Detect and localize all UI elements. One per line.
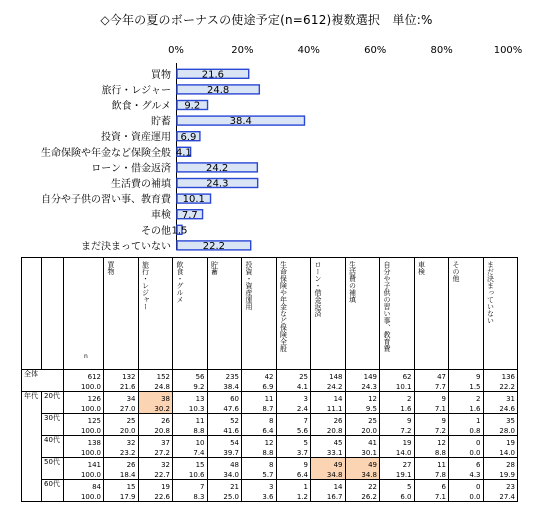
- count-cell: 25: [345, 414, 380, 425]
- pct-cell: 22.7: [138, 469, 173, 480]
- pct-cell: 5.7: [242, 469, 277, 480]
- pct-cell: 8.8: [173, 425, 208, 436]
- pct-cell: 22.6: [138, 491, 173, 502]
- row-sub-label: 30代: [42, 414, 64, 436]
- pct-cell: 10.1: [380, 381, 415, 392]
- count-cell: 32: [104, 436, 139, 447]
- pct-cell: 4.1: [276, 381, 311, 392]
- pct-cell: 7.1: [414, 403, 449, 414]
- category-label: 生命保険や年金など保険全般: [41, 147, 171, 159]
- count-cell: 12: [242, 436, 277, 447]
- count-cell: 13: [173, 392, 208, 403]
- column-header: [207, 258, 242, 370]
- count-cell: 9: [449, 370, 484, 381]
- pct-cell: 9.2: [173, 381, 208, 392]
- row-sub-label: 50代: [42, 458, 64, 480]
- category-label: 車検: [151, 210, 171, 222]
- count-cell: 12: [414, 436, 449, 447]
- count-cell: 27: [380, 458, 415, 469]
- category-label: その他: [141, 225, 171, 237]
- count-cell: 23: [483, 480, 518, 491]
- pct-cell: 26.2: [345, 491, 380, 502]
- pct-cell: 7.8: [414, 469, 449, 480]
- pct-cell: 3.7: [276, 447, 311, 458]
- pct-cell: 33.1: [311, 447, 346, 458]
- count-cell: 49: [311, 458, 346, 469]
- row-sub-label: 40代: [42, 436, 64, 458]
- crosstab-table: [21, 257, 518, 502]
- pct-cell: 9.5: [345, 403, 380, 414]
- count-cell: 3: [276, 392, 311, 403]
- column-header-label: 飲食・グルメ: [176, 261, 184, 303]
- count-cell: 22: [345, 480, 380, 491]
- count-cell: 148: [311, 370, 346, 381]
- bar-value-label: 24.3: [206, 178, 229, 190]
- pct-cell: 30.2: [138, 403, 173, 414]
- row-group-label: 年代: [22, 392, 42, 414]
- count-cell: 45: [311, 436, 346, 447]
- row-group-label: [22, 436, 42, 458]
- pct-cell: 10.6: [173, 469, 208, 480]
- column-header: [311, 258, 346, 370]
- pct-cell: 28.0: [483, 425, 518, 436]
- x-tick-label: 100%: [493, 45, 523, 56]
- pct-cell: 20.8: [138, 425, 173, 436]
- column-header-label: 買物: [107, 261, 115, 275]
- count-cell: 0: [449, 480, 484, 491]
- count-cell: 62: [380, 370, 415, 381]
- count-cell: 15: [173, 458, 208, 469]
- row-group-label: [22, 480, 42, 502]
- pct-cell: 20.0: [104, 425, 139, 436]
- pct-cell: 14.0: [380, 447, 415, 458]
- bar-value-label: 24.8: [207, 85, 230, 96]
- pct-cell: 5.6: [276, 425, 311, 436]
- pct-cell: 18.4: [104, 469, 139, 480]
- count-cell: 12: [345, 392, 380, 403]
- column-header: [380, 258, 415, 370]
- count-cell: 1: [276, 480, 311, 491]
- pct-cell: 6.9: [242, 381, 277, 392]
- row-n-pct: 100.0: [64, 469, 104, 480]
- pct-cell: 16.7: [311, 491, 346, 502]
- category-label: 投資・資産運用: [101, 132, 171, 144]
- count-cell: 5: [276, 436, 311, 447]
- pct-cell: 0.0: [449, 491, 484, 502]
- count-cell: 2: [449, 392, 484, 403]
- row-n-pct: 100.0: [64, 403, 104, 414]
- count-cell: 47: [414, 370, 449, 381]
- pct-cell: 27.4: [483, 491, 518, 502]
- column-header: [414, 258, 449, 370]
- pct-cell: 34.8: [345, 469, 380, 480]
- category-label: 貯蓄: [151, 116, 171, 128]
- pct-cell: 1.6: [449, 403, 484, 414]
- column-header: [173, 258, 208, 370]
- pct-cell: 8.3: [173, 491, 208, 502]
- count-cell: 132: [104, 370, 139, 381]
- bar-value-label: 22.2: [202, 241, 225, 252]
- count-cell: 37: [138, 436, 173, 447]
- column-header-label: 貯蓄: [210, 261, 219, 275]
- pct-cell: 34.0: [207, 469, 242, 480]
- count-cell: 9: [414, 414, 449, 425]
- pct-cell: 23.2: [104, 447, 139, 458]
- count-cell: 7: [173, 480, 208, 491]
- count-cell: 235: [207, 370, 242, 381]
- pct-cell: 27.0: [104, 403, 139, 414]
- pct-cell: 1.2: [276, 491, 311, 502]
- column-header: [276, 258, 311, 370]
- count-cell: 149: [345, 370, 380, 381]
- pct-cell: 3.6: [242, 491, 277, 502]
- bar-value-label: 4.1: [175, 147, 192, 159]
- pct-cell: 6.4: [242, 425, 277, 436]
- count-cell: 7: [276, 414, 311, 425]
- count-cell: 9: [380, 414, 415, 425]
- count-cell: 9: [276, 458, 311, 469]
- row-group-label: [22, 414, 42, 436]
- pct-cell: 6.4: [276, 469, 311, 480]
- row-sub-label: 60代: [42, 480, 64, 502]
- category-label: 買物: [151, 69, 171, 81]
- count-cell: 136: [483, 370, 518, 381]
- column-header-label: 生活費の補填: [348, 261, 357, 303]
- category-label: 生活費の補填: [111, 179, 171, 190]
- pct-cell: 38.4: [207, 381, 242, 392]
- pct-cell: 7.1: [414, 491, 449, 502]
- count-cell: 10: [173, 436, 208, 447]
- pct-cell: 41.6: [207, 425, 242, 436]
- column-header-label: ローン・借金返済: [314, 261, 322, 317]
- bar-value-label: 1.5: [171, 225, 188, 237]
- count-cell: 26: [311, 414, 346, 425]
- pct-cell: 17.9: [104, 491, 139, 502]
- category-label: まだ決まっていない: [81, 241, 171, 253]
- count-cell: 15: [104, 480, 139, 491]
- pct-cell: 34.8: [311, 469, 346, 480]
- count-cell: 14: [311, 480, 346, 491]
- pct-cell: 7.7: [414, 381, 449, 392]
- pct-cell: 6.0: [380, 491, 415, 502]
- count-cell: 31: [483, 392, 518, 403]
- count-cell: 152: [138, 370, 173, 381]
- count-cell: 35: [483, 414, 518, 425]
- pct-cell: 8.8: [242, 447, 277, 458]
- column-header: [345, 258, 380, 370]
- bar-value-label: 7.7: [181, 209, 198, 221]
- count-cell: 11: [173, 414, 208, 425]
- bar-value-label: 38.4: [229, 116, 252, 128]
- x-tick-label: 60%: [364, 45, 387, 56]
- chart-title: ◇今年の夏のボーナスの使途予定(n=612)複数選択 単位:%: [100, 13, 433, 27]
- row-n-count: 141: [64, 458, 104, 469]
- column-header-label: まだ決まっていない: [486, 261, 495, 324]
- pct-cell: 11.1: [311, 403, 346, 414]
- pct-cell: 22.2: [483, 381, 518, 392]
- count-cell: 11: [414, 458, 449, 469]
- pct-cell: 14.0: [483, 447, 518, 458]
- column-header-label: 投資・資産運用: [245, 261, 253, 310]
- count-cell: 41: [345, 436, 380, 447]
- bar-value-label: 24.2: [206, 163, 229, 174]
- count-cell: 1: [449, 414, 484, 425]
- column-header: [242, 258, 277, 370]
- count-cell: 9: [414, 392, 449, 403]
- count-cell: 54: [207, 436, 242, 447]
- pct-cell: 8.7: [242, 403, 277, 414]
- count-cell: 26: [138, 414, 173, 425]
- pct-cell: 1.5: [449, 381, 484, 392]
- column-header: [483, 258, 518, 370]
- column-header: [449, 258, 484, 370]
- count-cell: 0: [449, 436, 484, 447]
- pct-cell: 25.0: [207, 491, 242, 502]
- pct-cell: 24.2: [311, 381, 346, 392]
- count-cell: 19: [138, 480, 173, 491]
- count-cell: 11: [242, 392, 277, 403]
- pct-cell: 0.8: [449, 425, 484, 436]
- n-header-label: n: [84, 353, 88, 360]
- category-label: 旅行・レジャー: [101, 85, 171, 97]
- count-cell: 25: [276, 370, 311, 381]
- count-cell: 48: [207, 458, 242, 469]
- count-cell: 2: [380, 392, 415, 403]
- pct-cell: 7.2: [414, 425, 449, 436]
- count-cell: 49: [345, 458, 380, 469]
- count-cell: 14: [311, 392, 346, 403]
- column-header-label: その他: [452, 261, 460, 282]
- row-n-count: 84: [64, 480, 104, 491]
- row-n-pct: 100.0: [64, 425, 104, 436]
- count-cell: 19: [483, 436, 518, 447]
- count-cell: 6: [414, 480, 449, 491]
- pct-cell: 7.4: [173, 447, 208, 458]
- pct-cell: 2.4: [276, 403, 311, 414]
- bar-value-label: 9.2: [184, 100, 201, 112]
- pct-cell: 27.2: [138, 447, 173, 458]
- count-cell: 21: [207, 480, 242, 491]
- column-header: [138, 258, 173, 370]
- column-header-label: 旅行・レジャー: [141, 261, 150, 310]
- pct-cell: 24.3: [345, 381, 380, 392]
- pct-cell: 7.2: [380, 425, 415, 436]
- bar-value-label: 21.6: [201, 69, 224, 81]
- pct-cell: 4.3: [449, 469, 484, 480]
- count-cell: 5: [380, 480, 415, 491]
- row-n-count: 125: [64, 414, 104, 425]
- corner-cell: [42, 258, 64, 370]
- count-cell: 56: [173, 370, 208, 381]
- row-sub-label: 20代: [42, 392, 64, 414]
- pct-cell: 0.0: [449, 447, 484, 458]
- bar-value-label: 6.9: [180, 131, 197, 143]
- category-label: ローン・借金返済: [91, 163, 171, 175]
- row-n-pct: 100.0: [64, 381, 104, 392]
- x-tick-label: 0%: [168, 45, 184, 56]
- row-n-count: 126: [64, 392, 104, 403]
- x-tick-label: 20%: [231, 45, 254, 56]
- column-header-label: 車検: [417, 261, 426, 275]
- count-cell: 8: [242, 458, 277, 469]
- category-label: 飲食・グルメ: [111, 101, 171, 112]
- count-cell: 28: [483, 458, 518, 469]
- pct-cell: 47.6: [207, 403, 242, 414]
- pct-cell: 21.6: [104, 381, 139, 392]
- row-n-pct: 100.0: [64, 491, 104, 502]
- row-group-label: 全体: [22, 370, 64, 392]
- count-cell: 6: [449, 458, 484, 469]
- count-cell: 52: [207, 414, 242, 425]
- row-n-count: 612: [64, 370, 104, 381]
- count-cell: 26: [104, 458, 139, 469]
- pct-cell: 39.7: [207, 447, 242, 458]
- count-cell: 25: [104, 414, 139, 425]
- count-cell: 32: [138, 458, 173, 469]
- row-n-count: 138: [64, 436, 104, 447]
- count-cell: 38: [138, 392, 173, 403]
- corner-cell: [22, 258, 42, 370]
- count-cell: 19: [380, 436, 415, 447]
- x-tick-label: 40%: [297, 45, 320, 56]
- count-cell: 8: [242, 414, 277, 425]
- row-n-pct: 100.0: [64, 447, 104, 458]
- pct-cell: 30.1: [345, 447, 380, 458]
- column-header-label: 自分や子供の習い事、教育費: [383, 261, 391, 352]
- pct-cell: 20.8: [311, 425, 346, 436]
- x-tick-label: 80%: [430, 45, 453, 56]
- bar-value-label: 10.1: [182, 194, 205, 206]
- count-cell: 3: [242, 480, 277, 491]
- column-header-label: 生命保険や年金など保険全般: [279, 261, 288, 352]
- pct-cell: 8.8: [414, 447, 449, 458]
- count-cell: 60: [207, 392, 242, 403]
- pct-cell: 1.6: [380, 403, 415, 414]
- pct-cell: 19.9: [483, 469, 518, 480]
- count-cell: 34: [104, 392, 139, 403]
- pct-cell: 20.0: [345, 425, 380, 436]
- pct-cell: 10.3: [173, 403, 208, 414]
- column-header: [104, 258, 139, 370]
- pct-cell: 19.1: [380, 469, 415, 480]
- category-label: 自分や子供の習い事、教育費: [41, 194, 171, 206]
- crosstab-table-container: [21, 257, 517, 501]
- row-group-label: [22, 458, 42, 480]
- count-cell: 42: [242, 370, 277, 381]
- pct-cell: 24.6: [483, 403, 518, 414]
- pct-cell: 24.8: [138, 381, 173, 392]
- n-header-cell: [64, 258, 104, 370]
